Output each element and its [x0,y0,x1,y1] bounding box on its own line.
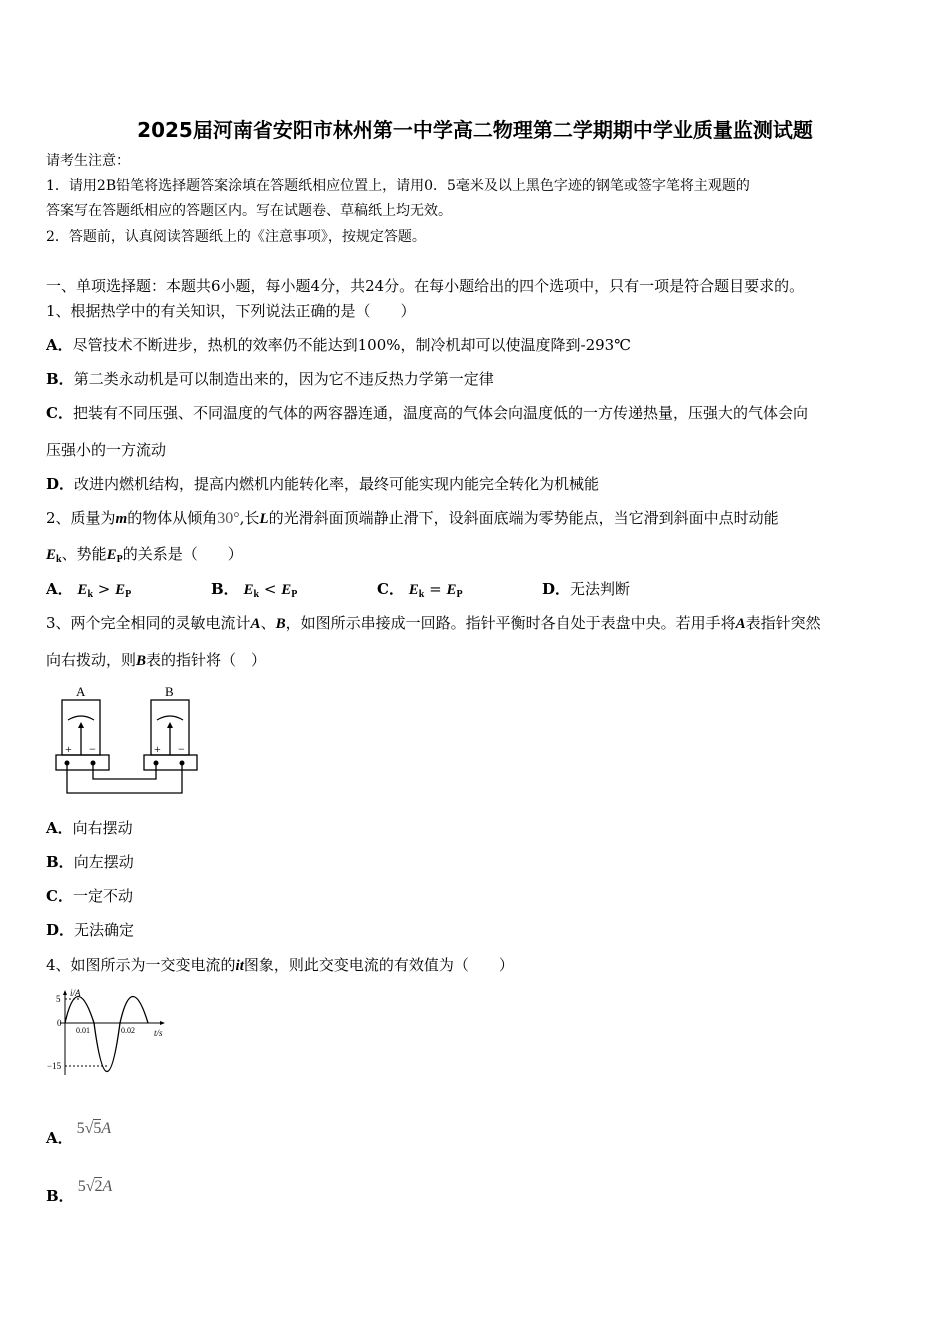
q2-option-d [542,579,630,599]
q2-stem [46,508,779,529]
option-label: C． [46,887,73,905]
minus-sign: − [89,742,96,756]
option-text: 把装有不同压强、不同温度的气体的两容器连通，温度高的气体会向温度低的一方传递热量，压强大的气体会向 [72,404,808,422]
current-graph [40,980,180,1080]
coef: 5 [76,1120,85,1137]
relation: < [263,580,277,598]
text: 2、质量为 [46,509,116,527]
text: 的物体从倾角 [127,509,218,527]
sub-k: k [418,589,425,600]
option-text: 一定不动 [72,887,133,905]
var-E: E [408,582,419,598]
option-label: B． [46,853,74,871]
q2-option-c [377,579,463,605]
angle: 30° [217,510,240,527]
minus-sign: − [178,742,185,756]
var-L: L [259,511,269,527]
q1-option-a [46,335,631,355]
text: 向右拨动，则 [46,651,137,669]
option-text: 改进内燃机结构，提高内燃机内能转化率，最终可能实现内能完全转化为机械能 [74,475,600,493]
q3-option-a [46,818,133,838]
q2-stem-cont [46,544,243,570]
option-text: 无法判断 [570,580,631,598]
q1-option-c-cont: 压强小的一方流动 [46,441,167,459]
var-E: E [77,582,88,598]
text: 3、两个完全相同的灵敏电流计 [46,614,251,632]
option-label: C． [377,580,404,598]
var-m: m [115,511,128,527]
option-text: 向右摆动 [72,819,133,837]
text: 表指针突然 [745,614,821,632]
option-math: 5√5A [76,1120,112,1137]
x-tick-001: 0.01 [76,1026,90,1035]
q2-option-a [46,579,131,605]
var-E: E [446,582,457,598]
text: 的光滑斜面顶端静止滑下，设斜面底端为零势能点，当它滑到斜面中点时动能 [268,509,779,527]
radicand: 2 [94,1178,103,1195]
text: 、 [260,614,276,632]
notice-item: 答案写在答题纸相应的答题区内。写在试题卷、草稿纸上均无效。 [46,203,452,219]
text: 表的指针将（ ） [146,651,267,669]
var-B: B [275,616,286,632]
page-title: 2025届河南省安阳市林州第一中学高二物理第二学期期中学业质量监测试题 [137,118,813,142]
text: 、势能 [61,545,107,563]
plus-sign: + [154,742,161,756]
option-text: 向左摆动 [73,853,134,871]
label-b: B [165,684,174,699]
var-E: E [106,547,117,563]
y-axis-label: i/A [70,988,81,998]
plus-sign: + [65,742,72,756]
sub-k: k [56,554,62,565]
option-label: D． [46,921,75,939]
sub-k: k [253,589,260,600]
text: 4、如图所示为一交变电流的 [46,956,236,974]
option-label: B． [211,580,239,598]
q4-option-a [46,1120,112,1149]
text: 图象，则此交变电流的有效值为（ ） [243,956,514,974]
q3-stem [46,613,821,634]
text: 的关系是（ ） [122,545,243,563]
option-text: 无法确定 [74,921,135,939]
coef: 5 [77,1178,86,1195]
q4-option-b [46,1178,113,1207]
y-tick-5: 5 [56,994,61,1004]
sub-p: P [291,589,298,600]
var-B: B [136,653,147,669]
var-it: it [235,958,244,974]
option-label: C． [46,404,73,422]
sub-p: P [116,554,123,565]
sub-p: P [125,589,132,600]
q3-option-c [46,886,133,906]
notice-heading: 请考生注意： [46,153,130,169]
sub-p: P [456,589,463,600]
x-axis-label: t/s [154,1028,163,1038]
var-E: E [243,582,254,598]
option-label: A． [46,336,73,354]
option-text: 尽管技术不断进步，热机的效率仍不能达到100%，制冷机却可以使温度降到-293℃ [72,336,632,354]
q1-option-c [46,403,808,423]
option-label: D． [46,475,75,493]
text: ，如图所示串接成一回路。指针平衡时各自处于表盘中央。若用手将 [285,614,736,632]
q3-option-d [46,920,134,940]
x-tick-002: 0.02 [121,1026,135,1035]
relation: > [97,580,111,598]
option-label: D． [542,580,571,598]
var-E: E [46,547,57,563]
option-label: A． [46,819,73,837]
notice-item: 1．请用2B铅笔将选择题答案涂填在答题纸相应位置上，请用0．5毫米及以上黑色字迹的钢笔或签字笔将主观题的 [46,178,750,194]
text: ,长 [239,509,260,527]
option-text: 第二类永动机是可以制造出来的，因为它不违反热力学第一定律 [73,370,494,388]
q2-option-b [211,579,297,605]
sub-k: k [87,589,93,600]
q1-option-d [46,474,599,494]
var-A: A [735,616,746,632]
option-label: B． [46,370,74,388]
var-E: E [115,582,126,598]
var-A: A [250,616,261,632]
option-math: 5√2A [77,1178,113,1195]
option-label: A． [46,580,73,598]
q3-stem-cont [46,650,266,671]
origin-label: 0 [57,1018,62,1028]
notice-item: 2．答题前，认真阅读答题纸上的《注意事项》，按规定答题。 [46,229,426,245]
unit: A [101,1120,112,1137]
q1-option-b [46,369,494,389]
var-E: E [281,582,292,598]
q4-stem [46,955,514,976]
relation: = [429,580,442,598]
option-label: A． [46,1129,73,1147]
unit: A [102,1178,113,1195]
y-tick-neg15: −15 [47,1061,62,1071]
galvanometer-figure [40,680,220,800]
q1-stem: 1、根据热学中的有关知识，下列说法正确的是（ ） [46,302,416,320]
option-label: B． [46,1187,74,1205]
radicand: 5 [93,1120,102,1137]
q3-option-b [46,852,134,872]
section-heading: 一、单项选择题：本题共6小题，每小题4分，共24分。在每小题给出的四个选项中，只有一项是符合题目要求的。 [46,277,805,295]
label-a: A [76,684,86,699]
